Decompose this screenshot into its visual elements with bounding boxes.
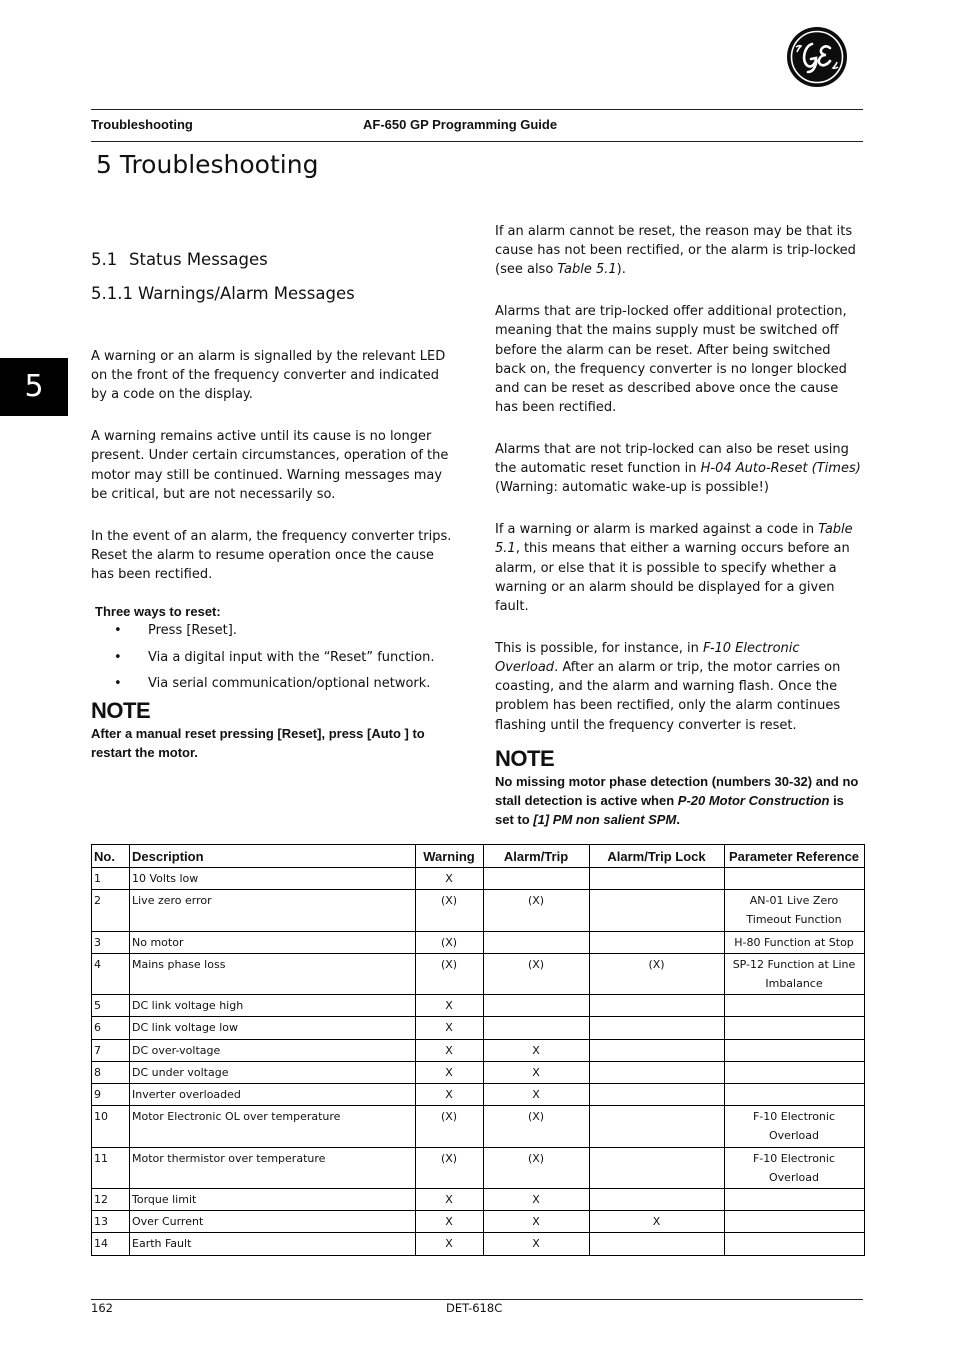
- column-header: Parameter Reference: [725, 845, 865, 868]
- table-cell: 5: [92, 995, 130, 1017]
- column-header: No.: [92, 845, 130, 868]
- table-row: [92, 931, 865, 953]
- table-row: [92, 1233, 865, 1255]
- parameter-reference-link[interactable]: H-04 Auto-Reset (Times): [700, 461, 861, 477]
- bullet-icon: •: [114, 649, 122, 665]
- table-cell: [484, 995, 590, 1017]
- column-header: Alarm/Trip: [484, 845, 590, 868]
- table-cell: [725, 995, 865, 1017]
- table-cell: 2: [92, 890, 130, 931]
- table-row: [92, 1084, 865, 1106]
- ge-logo-icon: [786, 26, 848, 88]
- paragraph: In the event of an alarm, the frequency converter trips. Reset the alarm to resume operation once the cause has been rectified.: [91, 528, 452, 583]
- list-item: [91, 648, 456, 675]
- table-cell: X: [416, 995, 484, 1017]
- table-cell: 9: [92, 1084, 130, 1106]
- table-cell: Torque limit: [130, 1189, 416, 1211]
- table-cell: 8: [92, 1061, 130, 1083]
- table-cell: H-80 Function at Stop: [725, 931, 865, 953]
- table-cell: DC link voltage low: [130, 1017, 416, 1039]
- table-cell: [590, 1189, 725, 1211]
- text: ).: [616, 262, 626, 278]
- table-cell: 7: [92, 1039, 130, 1061]
- table-cell: 13: [92, 1211, 130, 1233]
- reset-list: [91, 621, 456, 701]
- parameter-reference-link[interactable]: F-10 Electronic Overload: [495, 640, 800, 676]
- table-cell: [590, 1147, 725, 1188]
- table-cell: Motor Electronic OL over temperature: [130, 1106, 416, 1147]
- text: If an alarm cannot be reset, the reason may be that its cause has not been rectified, or the alarm is trip-locked (see also: [495, 224, 856, 278]
- paragraph: [495, 222, 863, 280]
- table-cell: (X): [484, 953, 590, 994]
- table-cell: X: [590, 1211, 725, 1233]
- table-row: [92, 868, 865, 890]
- paragraph: [495, 440, 863, 498]
- section-heading-5-1: [91, 250, 268, 269]
- table-cell: X: [484, 1061, 590, 1083]
- table-cell: (X): [416, 931, 484, 953]
- table-header-row: [92, 845, 865, 868]
- chapter-tab: 5: [0, 358, 68, 416]
- table-row: [92, 890, 865, 931]
- table-cell: [590, 1233, 725, 1255]
- column-header: Alarm/Trip Lock: [590, 845, 725, 868]
- section-number: 5.1: [91, 250, 118, 269]
- table-cell: [725, 1039, 865, 1061]
- table-cell: X: [416, 1061, 484, 1083]
- table-cell: X: [416, 1017, 484, 1039]
- table-cell: [725, 1211, 865, 1233]
- table-cell: [590, 1039, 725, 1061]
- table-cell: AN-01 Live Zero Timeout Function: [725, 890, 865, 931]
- table-cell: Over Current: [130, 1211, 416, 1233]
- list-item: [91, 674, 456, 701]
- bullet-icon: •: [114, 623, 122, 639]
- table-cell: X: [416, 1084, 484, 1106]
- paragraph: A warning remains active until its cause is no longer present. Under certain circumstances, operation of the motor may still be continued. Warning messages may be critical, but are not necessarily so.: [91, 429, 449, 502]
- table-cell: (X): [416, 890, 484, 931]
- table-row: [92, 995, 865, 1017]
- table-cell: (X): [416, 1106, 484, 1147]
- table-cell: [590, 931, 725, 953]
- table-cell: 4: [92, 953, 130, 994]
- paragraph: Alarms that are trip-locked offer additional protection, meaning that the mains supply must be switched off before the alarm can be reset. After being switched back on, the frequency converter is no longer blocked and can be reset as described above once the cause has been rectified.: [495, 304, 847, 416]
- paragraph: [495, 520, 863, 616]
- table-row: [92, 1211, 865, 1233]
- section-heading-5-1-1: [91, 284, 355, 303]
- table-cell: [725, 1084, 865, 1106]
- table-cell: 1: [92, 868, 130, 890]
- table-cell: X: [416, 1211, 484, 1233]
- table-cell: (X): [416, 953, 484, 994]
- table-cell: 11: [92, 1147, 130, 1188]
- footer-rule: [91, 1299, 863, 1300]
- table-cell: Earth Fault: [130, 1233, 416, 1255]
- list-item-text: Via a digital input with the “Reset” function.: [148, 649, 435, 665]
- table-cell: X: [484, 1211, 590, 1233]
- text: is set to: [495, 793, 844, 828]
- table-cell: DC under voltage: [130, 1061, 416, 1083]
- table-cell: 10 Volts low: [130, 868, 416, 890]
- header-guide-title: AF-650 GP Programming Guide: [363, 117, 558, 132]
- list-item-text: Press [Reset].: [148, 623, 237, 639]
- bullet-icon: •: [114, 676, 122, 692]
- column-header: Description: [130, 845, 416, 868]
- table-cell: (X): [484, 890, 590, 931]
- header-bottom-rule: [91, 141, 863, 142]
- note-title: NOTE: [495, 745, 555, 771]
- paragraph: [495, 639, 863, 735]
- table-cell: (X): [416, 1147, 484, 1188]
- table-cell: Motor thermistor over temperature: [130, 1147, 416, 1188]
- table-row: [92, 1061, 865, 1083]
- text: , this means that either a warning occurs before an alarm, or else that it is possible to specify whether a warning or an alarm should be displayed for a given fault.: [495, 541, 850, 615]
- table-cell: X: [484, 1233, 590, 1255]
- note-text: After a manual reset pressing [Reset], press [Auto ] to restart the motor.: [91, 726, 425, 761]
- right-column: [495, 222, 863, 830]
- table-cell: [725, 1017, 865, 1039]
- table-cell: X: [416, 1189, 484, 1211]
- reset-list-title: Three ways to reset:: [95, 603, 221, 619]
- parameter-reference-link[interactable]: P-20 Motor Construction: [677, 793, 830, 809]
- table-reference-link[interactable]: Table 5.1: [557, 262, 617, 278]
- list-item: [91, 621, 456, 648]
- header-top-rule: [91, 109, 863, 110]
- table-cell: F-10 Electronic Overload: [725, 1147, 865, 1188]
- table-cell: [484, 868, 590, 890]
- note-text: [495, 772, 863, 830]
- table-cell: [484, 931, 590, 953]
- table-cell: Mains phase loss: [130, 953, 416, 994]
- column-header: Warning: [416, 845, 484, 868]
- table-cell: 14: [92, 1233, 130, 1255]
- option-reference: [1] PM non salient SPM: [533, 812, 677, 828]
- header-section: Troubleshooting: [91, 117, 193, 132]
- table-cell: SP-12 Function at Line Imbalance: [725, 953, 865, 994]
- table-cell: [590, 1017, 725, 1039]
- table-cell: [590, 1061, 725, 1083]
- table-row: [92, 1189, 865, 1211]
- table-cell: DC over-voltage: [130, 1039, 416, 1061]
- table-cell: No motor: [130, 931, 416, 953]
- table-reference-link[interactable]: Table 5.1: [495, 522, 853, 557]
- document-id: DET-618C: [446, 1301, 503, 1315]
- table-cell: [725, 868, 865, 890]
- left-column: [91, 347, 456, 762]
- paragraph: A warning or an alarm is signalled by the relevant LED on the front of the frequency converter and indicated by a code on the display.: [91, 349, 446, 403]
- table-row: [92, 1039, 865, 1061]
- section-title: Warnings/Alarm Messages: [138, 284, 355, 303]
- table-cell: [725, 1233, 865, 1255]
- table-cell: X: [416, 1233, 484, 1255]
- table-cell: (X): [590, 953, 725, 994]
- table-cell: 12: [92, 1189, 130, 1211]
- table-cell: X: [484, 1084, 590, 1106]
- table-cell: [590, 890, 725, 931]
- text: . After an alarm or trip, the motor carries on coasting, and the alarm and warning flash. Once the problem has been rectified, only the alarm continues flashing until the frequency converter is reset.: [495, 660, 841, 733]
- table-row: [92, 1147, 865, 1188]
- note-title: NOTE: [91, 697, 151, 723]
- section-title: Status Messages: [129, 250, 268, 269]
- table-cell: (X): [484, 1147, 590, 1188]
- table-cell: [590, 995, 725, 1017]
- table-cell: (X): [484, 1106, 590, 1147]
- list-item-text: Via serial communication/optional network.: [148, 676, 431, 692]
- table-cell: DC link voltage high: [130, 995, 416, 1017]
- text: Alarms that are not trip-locked can also be reset using the automatic reset function in: [495, 442, 849, 477]
- table-cell: [484, 1017, 590, 1039]
- table-cell: F-10 Electronic Overload: [725, 1106, 865, 1147]
- table-cell: Inverter overloaded: [130, 1084, 416, 1106]
- page-title: 5 Troubleshooting: [96, 150, 319, 179]
- alarm-table: [91, 844, 865, 1256]
- table-cell: 6: [92, 1017, 130, 1039]
- table-cell: X: [416, 1039, 484, 1061]
- table-row: [92, 1017, 865, 1039]
- text: If a warning or alarm is marked against a code in: [495, 522, 819, 538]
- table-cell: [725, 1061, 865, 1083]
- table-cell: 3: [92, 931, 130, 953]
- page-number: 162: [91, 1301, 113, 1315]
- text: This is possible, for instance, in: [495, 640, 704, 656]
- table-cell: [590, 1084, 725, 1106]
- table-row: [92, 953, 865, 994]
- table-cell: X: [484, 1189, 590, 1211]
- table-cell: 10: [92, 1106, 130, 1147]
- text: (Warning: automatic wake-up is possible!): [495, 480, 769, 496]
- section-number: 5.1.1: [91, 284, 133, 303]
- table-cell: X: [416, 868, 484, 890]
- text: .: [676, 812, 680, 828]
- table-cell: [590, 868, 725, 890]
- table-cell: [590, 1106, 725, 1147]
- text: No missing motor phase detection (numbers 30-32) and no stall detection is active when: [495, 774, 859, 809]
- table-cell: X: [484, 1039, 590, 1061]
- table-cell: [725, 1189, 865, 1211]
- table-cell: Live zero error: [130, 890, 416, 931]
- table-row: [92, 1106, 865, 1147]
